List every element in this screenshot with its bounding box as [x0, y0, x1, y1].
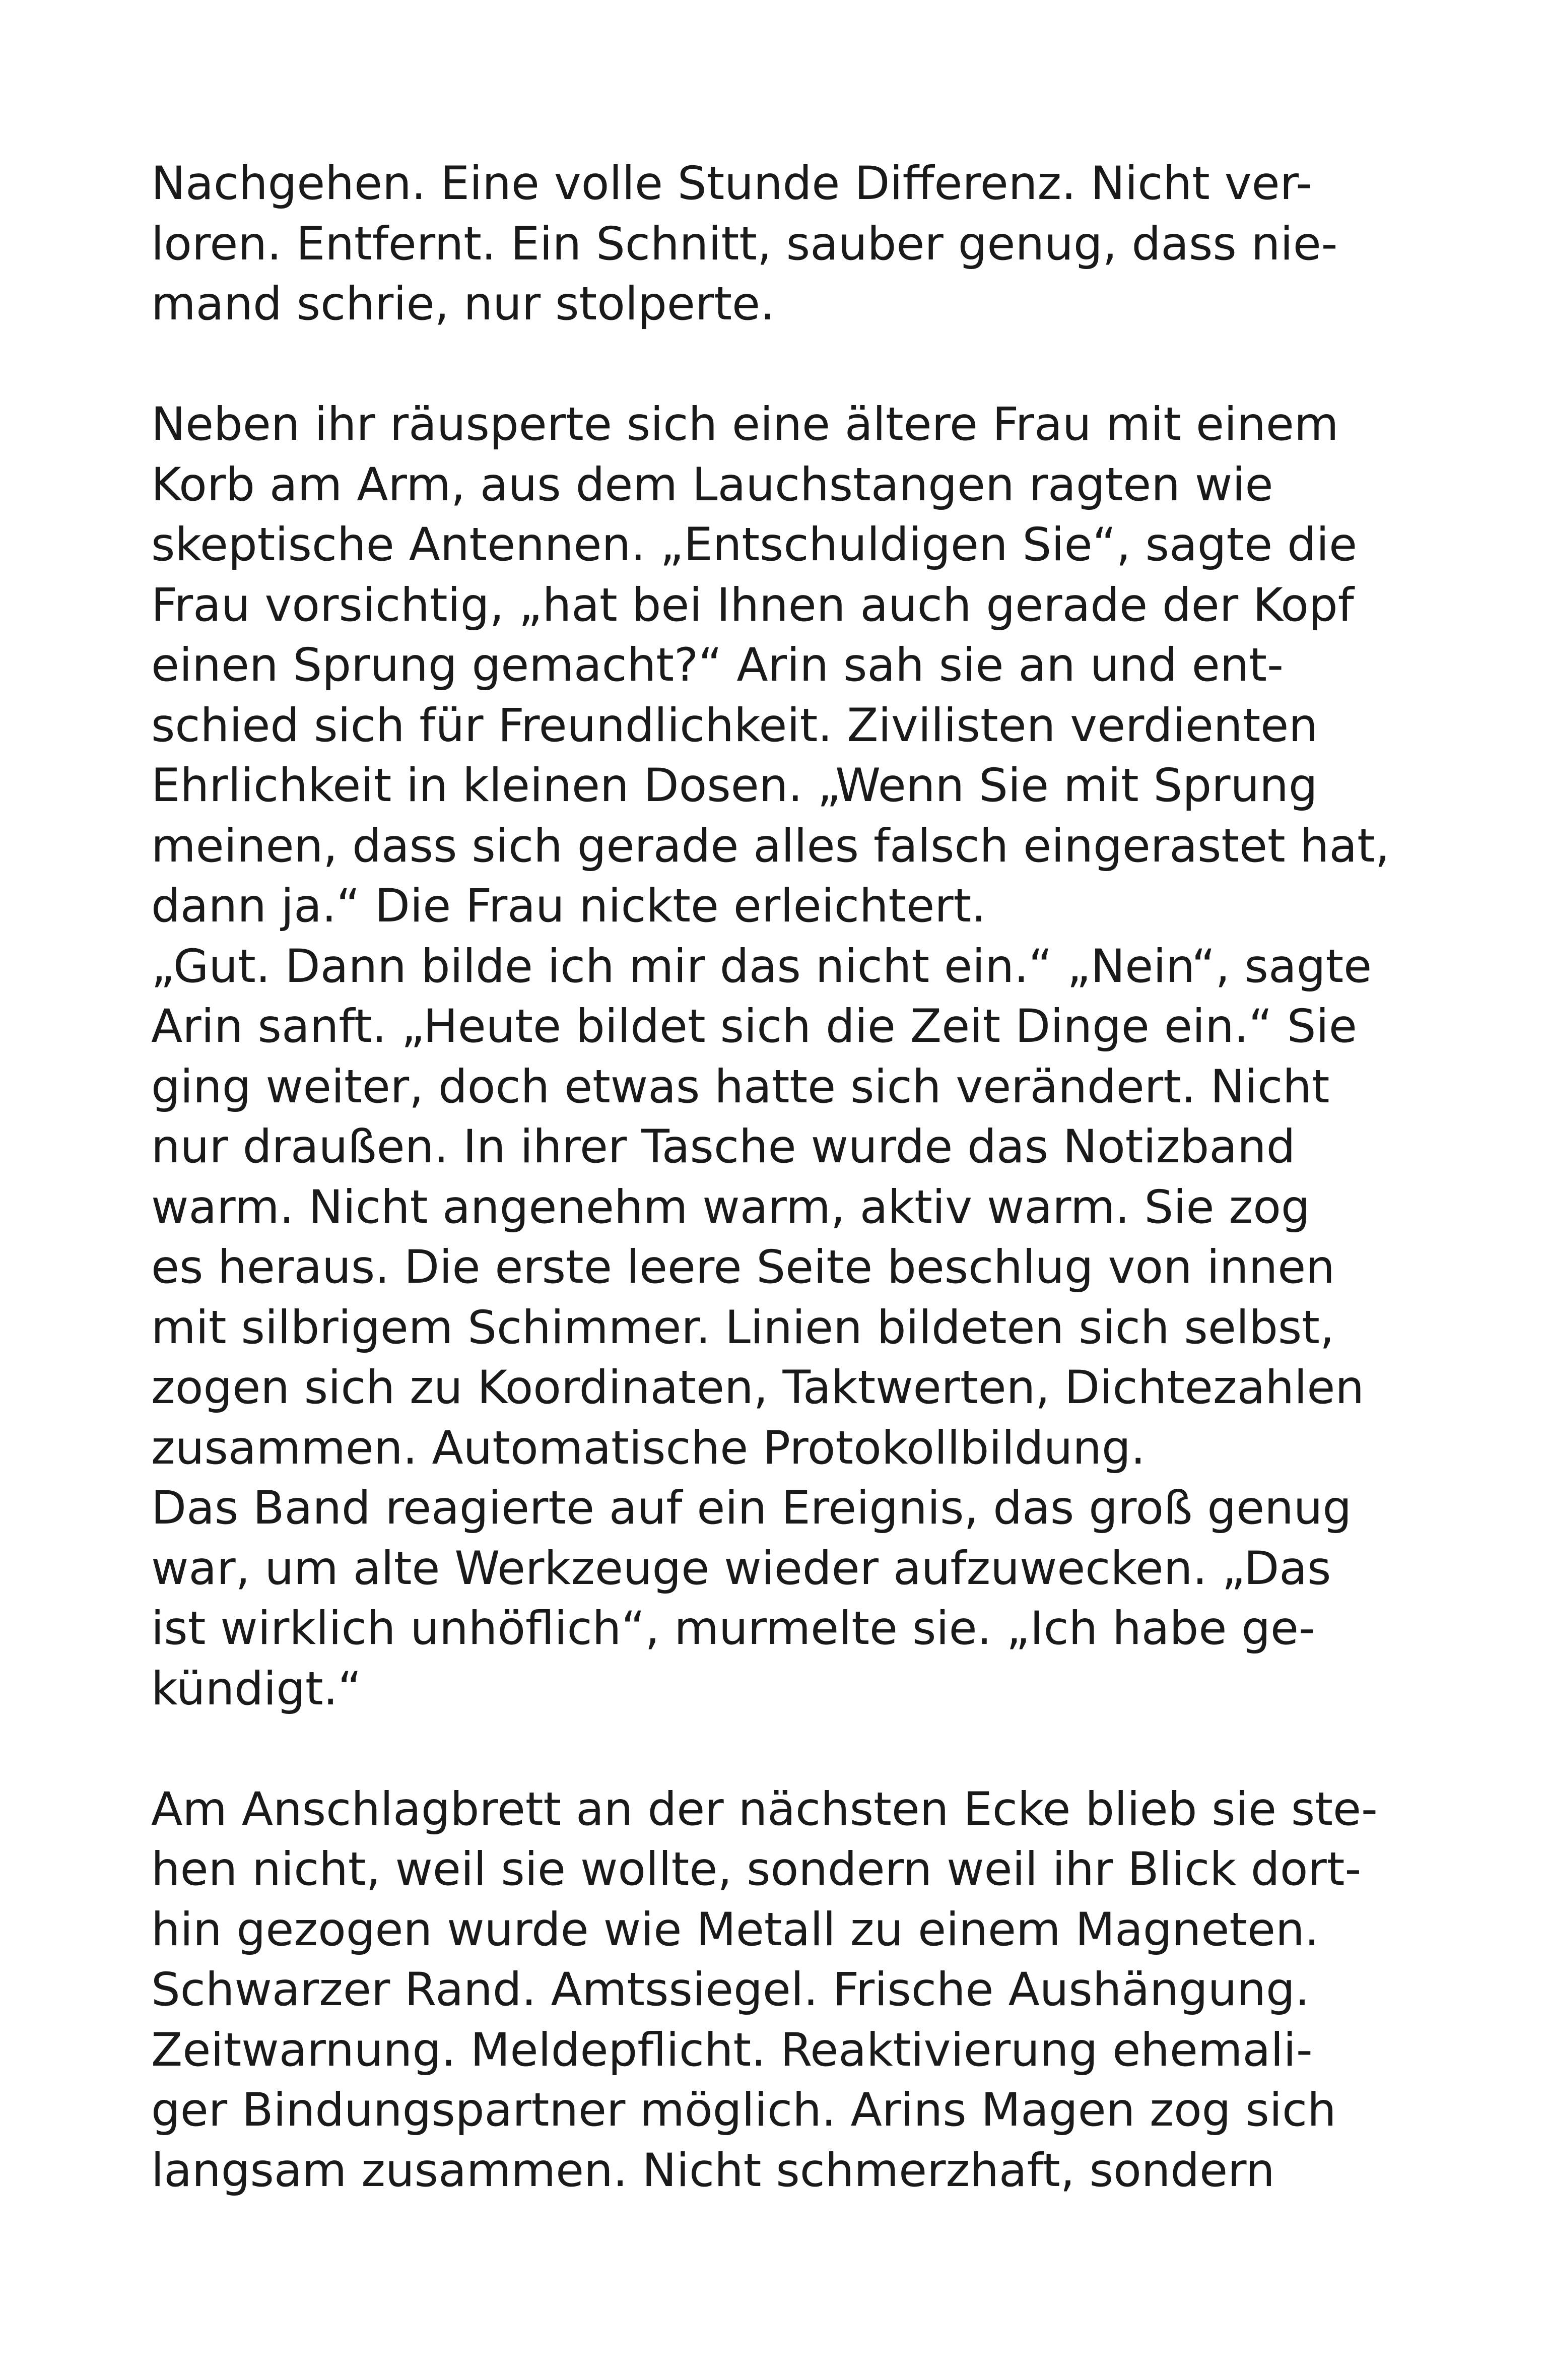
text-line: ging weiter, doch etwas hatte sich verändert. Nicht — [151, 1060, 1330, 1113]
paragraph — [151, 154, 1421, 335]
paragraph — [151, 394, 1421, 1719]
text-line: Schwarzer Rand. Amtssiegel. Frische Aushängung. — [151, 1963, 1310, 2016]
text-line: Frau vorsichtig, „hat bei Ihnen auch gerade der Kopf — [151, 578, 1354, 632]
text-line: Arin sanft. „Heute bildet sich die Zeit Dinge ein.“ Sie — [151, 1000, 1357, 1053]
text-line: loren. Entfernt. Ein Schnitt, sauber genug, dass nie- — [151, 217, 1338, 271]
text-line: Am Anschlagbrett an der nächsten Ecke blieb sie ste- — [151, 1782, 1378, 1836]
text-line: Das Band reagierte auf ein Ereignis, das groß genug — [151, 1482, 1352, 1535]
text-line: ist wirklich unhöflich“, murmelte sie. „Ich habe ge- — [151, 1602, 1315, 1655]
paragraph-gap — [151, 1719, 1421, 1779]
text-line: meinen, dass sich gerade alles falsch eingerastet hat, — [151, 819, 1390, 873]
text-line: nur draußen. In ihrer Tasche wurde das Notizband — [151, 1120, 1296, 1173]
paragraph-gap — [151, 335, 1421, 395]
text-line: zogen sich zu Koordinaten, Taktwerten, Dichtezahlen — [151, 1361, 1365, 1414]
text-line: skeptische Antennen. „Entschuldigen Sie“, sagte die — [151, 518, 1358, 571]
text-line: dann ja.“ Die Frau nickte erleichtert. — [151, 880, 986, 933]
text-line: schied sich für Freundlichkeit. Zivilisten verdienten — [151, 699, 1318, 752]
text-line: langsam zusammen. Nicht schmerzhaft, sondern — [151, 2144, 1275, 2197]
text-line: einen Sprung gemacht?“ Arin sah sie an und ent- — [151, 639, 1284, 692]
text-line: hen nicht, weil sie wollte, sondern weil ihr Blick dort- — [151, 1843, 1362, 1896]
text-line: war, um alte Werkzeuge wieder aufzuwecken. „Das — [151, 1542, 1331, 1595]
text-line: es heraus. Die erste leere Seite beschlug von innen — [151, 1241, 1335, 1294]
text-line: mit silbrigem Schimmer. Linien bildeten sich selbst, — [151, 1301, 1334, 1354]
text-line: warm. Nicht angenehm warm, aktiv warm. Sie zog — [151, 1180, 1310, 1234]
text-line: Nachgehen. Eine volle Stunde Differenz. Nicht ver- — [151, 157, 1312, 210]
text-line: Zeitwarnung. Meldepflicht. Reaktivierung ehemali- — [151, 2023, 1313, 2077]
body-text — [151, 154, 1421, 2201]
text-line: Korb am Arm, aus dem Lauchstangen ragten wie — [151, 458, 1273, 511]
text-line: ger Bindungspartner möglich. Arins Magen zog sich — [151, 2084, 1336, 2137]
text-line: hin gezogen wurde wie Metall zu einem Magneten. — [151, 1903, 1319, 1956]
text-line: zusammen. Automatische Protokollbildung. — [151, 1421, 1146, 1475]
text-line: „Gut. Dann bilde ich mir das nicht ein.“ „Nein“, sagte — [151, 940, 1372, 993]
text-line: Ehrlichkeit in kleinen Dosen. „Wenn Sie mit Sprung — [151, 759, 1318, 812]
text-line: mand schrie, nur stolperte. — [151, 278, 775, 330]
text-line: kündigt.“ — [151, 1662, 362, 1715]
text-line: Neben ihr räusperte sich eine ältere Frau mit einem — [151, 398, 1339, 451]
paragraph — [151, 1779, 1421, 2201]
